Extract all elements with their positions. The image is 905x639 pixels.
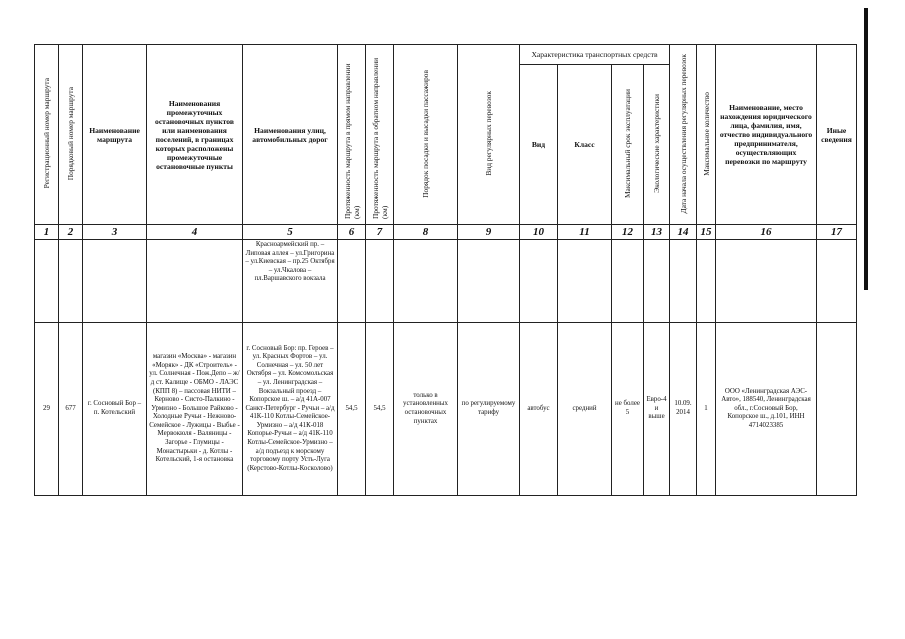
route-max-count: 1 bbox=[697, 323, 716, 496]
cont-cell-17 bbox=[817, 240, 857, 323]
route-transport-type: по регулируемому тарифу bbox=[458, 323, 520, 496]
route-start-date: 10.09. 2014 bbox=[670, 323, 697, 496]
col-num-8: 8 bbox=[394, 225, 458, 240]
route-reg-number: 29 bbox=[35, 323, 59, 496]
scan-edge-bar bbox=[864, 8, 868, 290]
col-num-10: 10 bbox=[520, 225, 558, 240]
cont-cell-3 bbox=[83, 240, 147, 323]
header-length-back: Протяженность маршрута в обратном направлении (км) bbox=[366, 45, 394, 225]
cont-cell-6 bbox=[338, 240, 366, 323]
cont-cell-14 bbox=[670, 240, 697, 323]
route-eco-class: Евро-4 и выше bbox=[644, 323, 670, 496]
route-stops: магазин «Москва» - магазин «Моряк» - ДК «Строитель» - ул. Солнечная - Пож.Депо – ж/д ст. Калище - ОБМО - ЛАЭС (КПП 8) – пассовая НИТИ – Керново - Систо-Палкино - Урмизно - Большое Райково - Холодные Ручьи - Нежново- Семейское - Лужицы - Выбье - Мервокюля - Валяницы - Загорье - Глумицы - Монастырьки - д. Котлы - Котельский, 1-я остановка bbox=[147, 323, 243, 496]
col-num-13: 13 bbox=[644, 225, 670, 240]
header-streets: Наименования улиц, автомобильных дорог bbox=[243, 45, 338, 225]
col-num-9: 9 bbox=[458, 225, 520, 240]
route-vehicle-kind: автобус bbox=[520, 323, 558, 496]
col-num-3: 3 bbox=[83, 225, 147, 240]
cont-cell-11 bbox=[558, 240, 612, 323]
col-num-2: 2 bbox=[59, 225, 83, 240]
header-length-forward: Протяженность маршрута в прямом направлении (км) bbox=[338, 45, 366, 225]
header-boarding-order: Порядок посадки и высадки пассажиров bbox=[394, 45, 458, 225]
route-carrier: ООО «Ленинградская АЭС-Авто», 188540, Ленинградская обл., г.Сосновый Бор, Копорское ш., д.101, ИНН 4714023385 bbox=[716, 323, 817, 496]
header-vehicle-class: Класс bbox=[558, 65, 612, 225]
table-row-route-29 bbox=[35, 323, 857, 496]
route-vehicle-class: средний bbox=[558, 323, 612, 496]
col-num-11: 11 bbox=[558, 225, 612, 240]
route-order-number: 677 bbox=[59, 323, 83, 496]
cont-cell-7 bbox=[366, 240, 394, 323]
route-name: г. Сосновый Бор – п. Котельский bbox=[83, 323, 147, 496]
header-other-info: Иные сведения bbox=[817, 45, 857, 225]
route-length-back: 54,5 bbox=[366, 323, 394, 496]
header-max-count: Максимальное количество bbox=[697, 45, 716, 225]
cont-cell-4 bbox=[147, 240, 243, 323]
col-num-6: 6 bbox=[338, 225, 366, 240]
header-eco-class: Экологические характеристики bbox=[644, 65, 670, 225]
route-registry-table bbox=[34, 44, 857, 496]
cont-cell-2 bbox=[59, 240, 83, 323]
col-num-5: 5 bbox=[243, 225, 338, 240]
col-num-1: 1 bbox=[35, 225, 59, 240]
cont-cell-8 bbox=[394, 240, 458, 323]
header-order-number: Порядковый номер маршрута bbox=[59, 45, 83, 225]
col-num-14: 14 bbox=[670, 225, 697, 240]
col-num-17: 17 bbox=[817, 225, 857, 240]
header-row-top bbox=[35, 45, 857, 65]
header-max-service-life: Максимальный срок эксплуатации bbox=[612, 65, 644, 225]
col-num-7: 7 bbox=[366, 225, 394, 240]
route-streets: г. Сосновый Бор: пр. Героев – ул. Красных Фортов – ул. Солнечная – ул. 50 лет Октября – ул. Комсомольская – ул. Ленинградская – Вокзальный проезд – Копорское ш. – а/д 41А-007 Санкт-Петербург - Ручьи – а/д 41К-110 Котлы-Семейское-Урмизно – а/д 41К-018 Копорье-Ручьи – а/д 41К-110 Котлы-Семейское-Урмизно – а/д подъезд к морскому торговому порту Усть-Луга (Керстово-Котлы-Косколово) bbox=[243, 323, 338, 496]
cont-cell-12 bbox=[612, 240, 644, 323]
header-route-name: Наименование маршрута bbox=[83, 45, 147, 225]
route-length-forward: 54,5 bbox=[338, 323, 366, 496]
cont-cell-15 bbox=[697, 240, 716, 323]
header-reg-number: Регистрационный номер маршрута bbox=[35, 45, 59, 225]
route-max-service-life: не более 5 bbox=[612, 323, 644, 496]
col-num-16: 16 bbox=[716, 225, 817, 240]
table-row-continuation bbox=[35, 240, 857, 323]
header-carrier: Наименование, место нахождения юридического лица, фамилия, имя, отчество индивидуального предпринимателя, осуществляющих перевозки по маршруту bbox=[716, 45, 817, 225]
header-vehicle-characteristics: Характеристика транспортных средств bbox=[520, 45, 670, 65]
route-boarding: только в установленных остановочных пунктах bbox=[394, 323, 458, 496]
header-vehicle-kind: Вид bbox=[520, 65, 558, 225]
cont-cell-16 bbox=[716, 240, 817, 323]
col-num-4: 4 bbox=[147, 225, 243, 240]
header-transport-type: Вид регулярных перевозок bbox=[458, 45, 520, 225]
route-other-info bbox=[817, 323, 857, 496]
col-num-12: 12 bbox=[612, 225, 644, 240]
header-intermediate-stops: Наименования промежуточных остановочных пунктов или наименования поселений, в границах которых расположены промежуточные остановочные пункты bbox=[147, 45, 243, 225]
cont-cell-1 bbox=[35, 240, 59, 323]
cont-cell-9 bbox=[458, 240, 520, 323]
cont-cell-13 bbox=[644, 240, 670, 323]
header-start-date: Дата начала осуществления регулярных перевозок bbox=[670, 45, 697, 225]
column-number-row bbox=[35, 225, 857, 240]
col-num-15: 15 bbox=[697, 225, 716, 240]
cont-cell-10 bbox=[520, 240, 558, 323]
cont-streets: Красноармейский пр. – Липовая аллея – ул.Григорина – ул.Киевская – пр.25 Октября – ул.Чкалова – пл.Варшавского вокзала bbox=[243, 240, 338, 323]
